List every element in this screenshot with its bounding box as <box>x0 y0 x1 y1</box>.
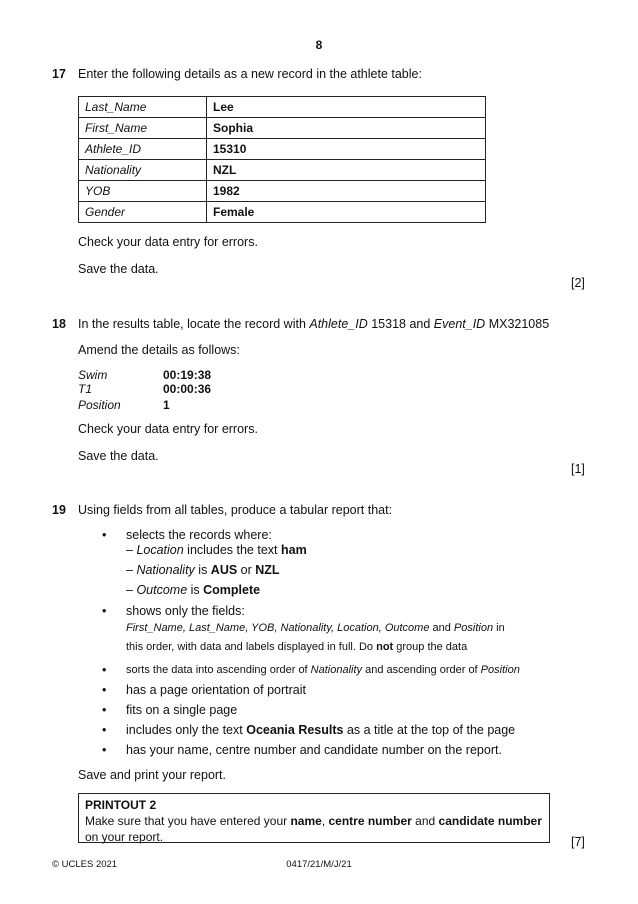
printout-title-text: PRINTOUT 2 <box>85 798 157 812</box>
athlete-field-value: Sophia <box>207 118 486 139</box>
q19-sub-text: sorts the data into ascending order of <box>126 664 311 676</box>
athlete-table-row <box>79 118 486 139</box>
q19-value-aus: AUS <box>210 563 238 577</box>
q19-sub-text: in <box>493 622 505 634</box>
athlete-field-value: Female <box>207 202 486 223</box>
question-19-number: 19 <box>52 503 66 517</box>
dash-icon: – <box>126 563 133 577</box>
bullet-icon: • <box>102 683 107 697</box>
q19-sub-text: is <box>187 583 204 597</box>
bullet-icon: • <box>102 743 107 757</box>
q18-value-t1: 00:00:36 <box>163 382 212 396</box>
q17-marks: [2] <box>571 276 585 290</box>
q19-sub-text: as a title at the top of the page <box>343 723 516 737</box>
q19-bullet-sorts <box>126 664 520 676</box>
q19-not-emphasis: not <box>376 641 394 653</box>
bullet-icon: • <box>102 703 107 717</box>
q18-marks: [1] <box>571 462 585 476</box>
q19-field-location: Location <box>136 543 184 557</box>
q19-field-position: Position <box>453 622 494 634</box>
q19-sub-text: group the data <box>393 641 468 653</box>
bullet-icon: • <box>102 723 107 737</box>
athlete-record-table <box>78 96 486 223</box>
athlete-field-value: 15310 <box>207 139 486 160</box>
q18-intro-part: 15318 and <box>367 317 434 331</box>
printout-line-2: on your report. <box>85 830 164 844</box>
q19-sub-text: includes only the text <box>126 723 247 737</box>
printout-centre-number: centre number <box>328 814 412 828</box>
question-17-intro: Enter the following details as a new record in the athlete table: <box>78 67 422 81</box>
q19-field-outcome: Outcome <box>136 583 188 597</box>
q19-value-nzl: NZL <box>255 563 280 577</box>
athlete-field-name: First_Name <box>79 118 207 139</box>
athlete-table-row <box>79 160 486 181</box>
q19-fields-list <box>126 622 505 634</box>
footer-code: 0417/21/M/J/21 <box>286 859 352 870</box>
q19-fields-italic: First_Name, Last_Name, YOB, Nationality, Location, Outcome <box>126 622 430 634</box>
q17-save-text: Save the data. <box>78 262 159 276</box>
athlete-field-name: Athlete_ID <box>79 139 207 160</box>
q19-save-print-text: Save and print your report. <box>78 768 226 782</box>
q19-value-ham: ham <box>280 543 307 557</box>
q19-bullet-shows: shows only the fields: <box>126 604 245 618</box>
athlete-field-name: Last_Name <box>79 97 207 118</box>
q19-sub-text: includes the text <box>183 543 281 557</box>
dash-icon: – <box>126 583 133 597</box>
q18-field-swim: Swim <box>78 368 108 382</box>
q19-field-nationality: Nationality <box>136 563 195 577</box>
question-18-intro <box>78 317 549 331</box>
printout-title <box>85 797 543 813</box>
q19-sub-text: and <box>429 622 454 634</box>
q19-sub-outcome <box>126 583 260 597</box>
q19-sub-nationality <box>126 563 280 577</box>
q19-bullet-orientation: has a page orientation of portrait <box>126 683 306 697</box>
q19-sub-text: and ascending order of <box>362 664 481 676</box>
q18-value-position: 1 <box>163 398 170 412</box>
athlete-field-value: 1982 <box>207 181 486 202</box>
q19-sub-location <box>126 543 307 557</box>
athlete-table-row <box>79 181 486 202</box>
q19-fields-note <box>126 641 467 653</box>
athlete-table-row <box>79 139 486 160</box>
q19-sub-text: is <box>194 563 211 577</box>
printout-candidate-number: candidate number <box>438 814 542 828</box>
q19-sub-text: this order, with data and labels displayed in full. Do <box>126 641 377 653</box>
q18-field-t1: T1 <box>78 382 93 396</box>
q19-bullet-selects: selects the records where: <box>126 528 272 542</box>
q18-check-text: Check your data entry for errors. <box>78 422 258 436</box>
printout-text: , <box>321 814 329 828</box>
q19-field-position: Position <box>480 664 520 676</box>
q18-value-swim: 00:19:38 <box>163 368 212 382</box>
bullet-icon: • <box>102 604 107 618</box>
q17-check-text: Check your data entry for errors. <box>78 235 258 249</box>
question-17-number: 17 <box>52 67 66 81</box>
q18-field-position: Position <box>78 398 121 412</box>
q18-save-text: Save the data. <box>78 449 159 463</box>
question-18-number: 18 <box>52 317 66 331</box>
q18-intro-part: MX321085 <box>485 317 550 331</box>
page-number: 8 <box>315 38 323 52</box>
printout-box <box>78 793 550 843</box>
q19-field-nationality: Nationality <box>310 664 363 676</box>
footer-copyright: © UCLES 2021 <box>52 859 118 870</box>
dash-icon: – <box>126 543 133 557</box>
q19-sub-text: or <box>237 563 256 577</box>
athlete-field-name: Nationality <box>79 160 207 181</box>
q19-bullet-fits: fits on a single page <box>126 703 238 717</box>
q18-field-event-id: Event_ID <box>433 317 486 331</box>
athlete-table-row <box>79 97 486 118</box>
q19-value-complete: Complete <box>203 583 261 597</box>
bullet-icon: • <box>102 663 107 677</box>
printout-text: Make sure that you have entered your <box>85 814 291 828</box>
printout-name: name <box>290 814 322 828</box>
athlete-field-value: NZL <box>207 160 486 181</box>
q19-bullet-title <box>126 723 515 737</box>
athlete-field-value: Lee <box>207 97 486 118</box>
athlete-field-name: YOB <box>79 181 207 202</box>
q18-amend-text: Amend the details as follows: <box>78 343 240 357</box>
printout-text: and <box>411 814 439 828</box>
q19-report-title: Oceania Results <box>246 723 344 737</box>
q19-bullet-name: has your name, centre number and candidate number on the report. <box>126 743 502 757</box>
athlete-table-row <box>79 202 486 223</box>
q18-intro-part: In the results table, locate the record with <box>78 317 310 331</box>
bullet-icon: • <box>102 528 107 542</box>
question-19-intro: Using fields from all tables, produce a tabular report that: <box>78 503 393 517</box>
q19-marks: [7] <box>571 835 585 849</box>
q18-field-athlete-id: Athlete_ID <box>309 317 368 331</box>
printout-line-1 <box>85 813 543 829</box>
athlete-field-name: Gender <box>79 202 207 223</box>
